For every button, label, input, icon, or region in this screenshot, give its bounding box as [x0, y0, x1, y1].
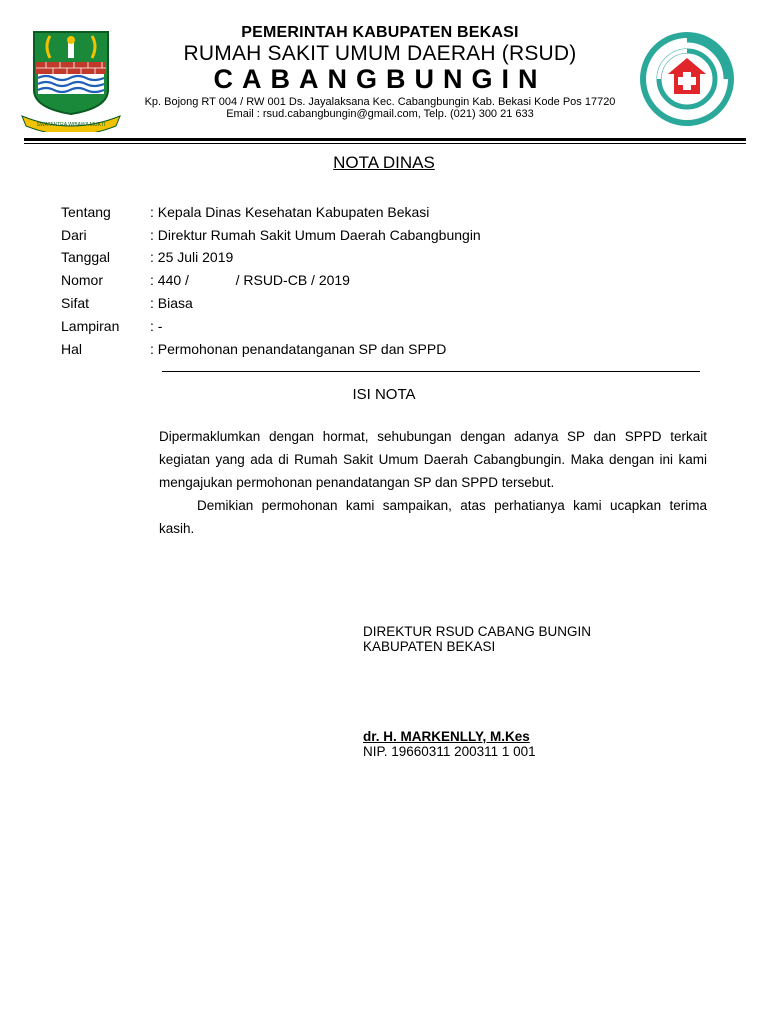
svg-text:SWATANTRA WIBAWA MUKTI: SWATANTRA WIBAWA MUKTI: [36, 122, 106, 128]
field-value: : Biasa: [150, 295, 193, 311]
field-label: Nomor: [61, 272, 104, 288]
signature-title-line: KABUPATEN BEKASI: [363, 639, 496, 654]
field-label: Lampiran: [61, 318, 120, 334]
signature-block: [363, 729, 536, 759]
field-value: : Permohonan penandatanganan SP dan SPPD: [150, 341, 447, 357]
field-lampiran: [61, 318, 661, 336]
letterhead-hospital: RUMAH SAKIT UMUM DAERAH (RSUD): [183, 42, 577, 65]
letterhead-location: CABANGBUNGIN: [213, 64, 547, 94]
field-value: : Kepala Dinas Kesehatan Kabupaten Bekasi: [150, 204, 430, 220]
letterhead-contact: Email : rsud.cabangbungin@gmail.com, Telp. (021) 300 21 633: [226, 108, 534, 120]
field-nomor: [61, 272, 661, 290]
field-tentang: [61, 204, 661, 222]
signature-title: [363, 624, 591, 654]
section-divider: [162, 371, 700, 372]
field-label: Tentang: [61, 204, 111, 220]
field-label: Hal: [61, 341, 83, 357]
field-dari: [61, 227, 661, 245]
letterhead-rule-thick: [24, 138, 746, 141]
field-label: Tanggal: [61, 249, 111, 265]
field-label: Sifat: [61, 295, 90, 311]
field-tanggal: [61, 249, 661, 267]
letterhead-government: PEMERINTAH KABUPATEN BEKASI: [241, 24, 519, 41]
field-value: : 25 Juli 2019: [150, 249, 234, 265]
field-value: : -: [150, 318, 163, 334]
memo-body: [159, 425, 707, 540]
field-hal: [61, 341, 661, 359]
body-paragraph: Dipermaklumkan dengan hormat, sehubungan dengan adanya SP dan SPPD terkait kegiatan yang ada di Rumah Sakit Umum Daerah Cabangbungin. Maka dengan ini kami mengajukan permohonan penandatangan SP dan SPPD tersebut.: [159, 429, 707, 490]
field-sifat: [61, 295, 661, 313]
document-title: NOTA DINAS: [333, 153, 435, 172]
body-paragraph: Demikian permohonan kami sampaikan, atas perhatianya kami ucapkan terima kasih.: [159, 498, 707, 536]
field-value: : 440 / / RSUD-CB / 2019: [150, 272, 350, 288]
letterhead-address: Kp. Bojong RT 004 / RW 001 Ds. Jayalaksana Kec. Cabangbungin Kab. Bekasi Kode Pos 17720: [144, 96, 616, 108]
signatory-nip: NIP. 19660311 200311 1 001: [363, 744, 536, 759]
letterhead-rule-thin: [24, 143, 746, 144]
field-value: : Direktur Rumah Sakit Umum Daerah Cabangbungin: [150, 227, 481, 243]
field-label: Dari: [61, 227, 87, 243]
signatory-name: dr. H. MARKENLLY, M.Kes: [363, 729, 530, 744]
section-title: ISI NOTA: [352, 386, 416, 403]
signature-title-line: DIREKTUR RSUD CABANG BUNGIN: [363, 624, 592, 639]
